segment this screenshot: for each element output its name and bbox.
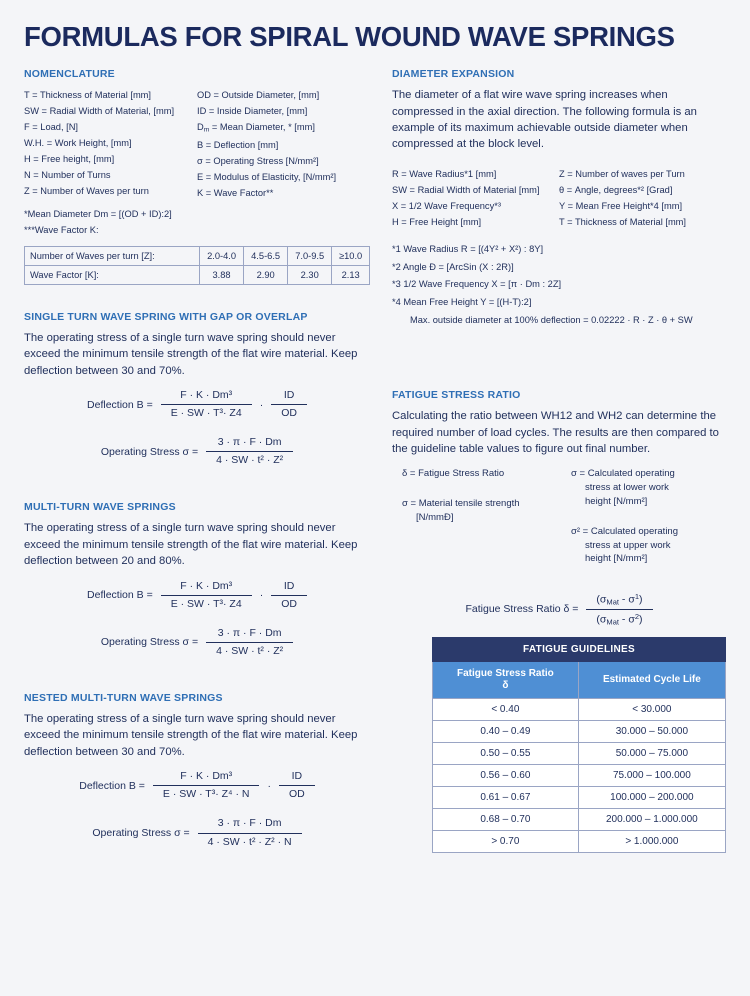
fraction-numerator: 3 · π · F · Dm (217, 817, 282, 830)
table-header-row (433, 661, 726, 698)
guidelines-cell-life: > 1.000.000 (578, 830, 725, 852)
table-row (433, 764, 726, 786)
fraction-numerator: ID (283, 388, 295, 401)
single-turn-stress-formula (24, 436, 370, 467)
nomenclature-heading: NOMENCLATURE (24, 68, 115, 81)
formula-row (24, 436, 370, 467)
single-turn-paragraph: The operating stress of a single turn wave spring should never exceed the minimum tensile strength of the flat wire material. Keep deflection between 30 and 70%. (24, 331, 358, 377)
fraction-numerator: F · K · Dm³ (180, 770, 233, 783)
multi-turn-deflection-formula (24, 580, 370, 611)
de-item: R = Wave Radius*1 [mm] (392, 169, 497, 180)
section-multi-turn (24, 501, 370, 658)
fraction (153, 770, 260, 801)
fraction-denominator: $(\sigma_{Mat} - \sigma^2)$ (586, 609, 652, 627)
wave-factor-table (24, 246, 370, 285)
de-item: SW = Radial Width of Material [mm] (392, 185, 540, 196)
de-note: *4 Mean Free Height Y = [(H-T):2] (392, 297, 532, 308)
guidelines-cell-ratio: 0.68 – 0.70 (433, 808, 579, 830)
guidelines-cell-ratio: < 0.40 (433, 698, 579, 720)
fatigue-paragraph: Calculating the ratio between WH12 and WH2 can determine the required number of load cycles. The results are then compared to the guideline table values to figure out final number. (392, 410, 719, 456)
formula-label: Deflection B = (79, 779, 145, 792)
nomenclature-note-1: *Mean Diameter Dm = [(OD + ID):2] (24, 208, 172, 219)
de-item: Y = Mean Free Height*4 [mm] (559, 201, 683, 212)
fatigue-def: δ = Fatigue Stress Ratio (402, 468, 505, 480)
table-row (433, 698, 726, 720)
guidelines-title: FATIGUE GUIDELINES (433, 637, 726, 661)
de-right-col (559, 167, 726, 231)
formula-row (24, 627, 370, 658)
guidelines-cell-life: < 30.000 (578, 698, 725, 720)
nomenclature-item: Z = Number of Waves per turn (24, 186, 149, 197)
de-item: θ = Angle, degrees*² [Grad] (559, 185, 673, 196)
nomenclature-item: K = Wave Factor** (197, 188, 274, 199)
table-row (433, 786, 726, 808)
fraction-numerator: ID (291, 770, 303, 783)
guidelines-cell-life: 200.000 – 1.000.000 (578, 808, 725, 830)
nomenclature-item: ID = Inside Diameter, [mm] (197, 105, 308, 116)
de-item: T = Thickness of Material [mm] (559, 217, 687, 228)
fraction-denominator: 4 · SW · t² · Z² · N (198, 833, 302, 849)
fatigue-def: σ = Calculated operating stress at lower work height [N/mm²] (571, 468, 675, 507)
single-turn-deflection-formula (24, 389, 370, 420)
guidelines-cell-life: 100.000 – 200.000 (578, 786, 725, 808)
de-note: *3 1/2 Wave Frequency X = [π · Dm : 2Z] (392, 279, 562, 290)
table-row (25, 246, 370, 265)
formula-label: Deflection B = (87, 589, 153, 602)
nomenclature-note-2: ***Wave Factor K: (24, 224, 99, 235)
de-note: *2 Angle Ð = [ArcSin (X : 2R)] (392, 261, 514, 272)
guidelines-cell-life: 50.000 – 75.000 (578, 742, 725, 764)
fatigue-definitions (392, 467, 726, 582)
wave-factor-cell: 2.13 (332, 265, 370, 284)
diameter-expansion-grid (392, 167, 726, 231)
formula-label: Deflection B = (87, 398, 153, 411)
wave-factor-row-label: Wave Factor [K]: (25, 265, 200, 284)
de-item: Z = Number of waves per Turn (559, 169, 685, 180)
fraction (586, 592, 652, 626)
guidelines-cell-ratio: 0.50 – 0.55 (433, 742, 579, 764)
formula-row (24, 580, 370, 611)
wave-factor-cell: 2.90 (244, 265, 288, 284)
formula-label: Fatigue Stress Ratio δ = (465, 603, 579, 616)
section-diameter-expansion (392, 68, 726, 329)
formula-row (24, 817, 370, 848)
table-row (433, 720, 726, 742)
guidelines-col2-header: Estimated Cycle Life (578, 661, 725, 698)
de-item: X = 1/2 Wave Frequency*³ (392, 201, 501, 212)
nested-stress-formula (24, 817, 370, 848)
nomenclature-item: N = Number of Turns (24, 170, 111, 181)
guidelines-col1-header (433, 661, 579, 698)
formula-label: Operating Stress σ = (100, 636, 199, 649)
fraction-denominator: E · SW · T³· Z4 (161, 404, 252, 420)
table-header-row (433, 637, 726, 661)
nomenclature-item: H = Free height, [mm] (24, 153, 115, 164)
single-turn-heading: SINGLE TURN WAVE SPRING WITH GAP OR OVERLAP (24, 310, 308, 323)
fraction-numerator: F · K · Dm³ (180, 388, 233, 401)
fraction-numerator: 3 · π · F · Dm (217, 436, 282, 449)
formula-row (24, 389, 370, 420)
guidelines-cell-life: 75.000 – 100.000 (578, 764, 725, 786)
fraction (206, 436, 293, 467)
de-left-col (392, 167, 559, 231)
fraction-denominator: E · SW · T³· Z⁴ · N (153, 785, 260, 801)
multiply-dot: · (259, 589, 264, 602)
fraction-denominator: 4 · SW · t² · Z² (206, 642, 293, 658)
fraction-numerator: 3 · π · F · Dm (217, 626, 282, 639)
nomenclature-item: SW = Radial Width of Material, [mm] (24, 105, 175, 116)
de-max-diameter-note: Max. outside diameter at 100% deflection = 0.02222 · R · Z · θ + SW (410, 314, 693, 325)
nomenclature-item: W.H. = Work Height, [mm] (24, 137, 132, 148)
nomenclature-item: σ = Operating Stress [N/mm²] (197, 156, 319, 167)
fraction (206, 627, 293, 658)
table-row (433, 830, 726, 852)
fraction (161, 389, 252, 420)
wave-factor-cell: 3.88 (200, 265, 244, 284)
section-single-turn (24, 311, 370, 468)
wave-factor-cell: 7.0-9.5 (288, 246, 332, 265)
fraction (198, 817, 302, 848)
diameter-expansion-heading: DIAMETER EXPANSION (392, 68, 515, 81)
nomenclature-item: B = Deflection [mm] (197, 139, 279, 150)
main-columns (24, 68, 726, 852)
section-nested-multi-turn (24, 692, 370, 849)
nomenclature-item: OD = Outside Diameter, [mm] (197, 89, 320, 100)
diameter-expansion-notes (392, 241, 726, 329)
nomenclature-item: F = Load, [N] (24, 121, 79, 132)
fatigue-guidelines-table (432, 637, 726, 853)
fraction-denominator: E · SW · T³· Z4 (161, 595, 252, 611)
de-note: *1 Wave Radius R = [(4Y² + X²) : 8Y] (392, 244, 544, 255)
fraction (271, 389, 307, 420)
table-row (433, 808, 726, 830)
left-column (24, 68, 370, 852)
nomenclature-item: $D_m$ = Mean Diameter, * [mm] (197, 121, 315, 134)
wave-factor-row-label: Number of Waves per turn [Z]: (25, 246, 200, 265)
fraction-numerator: $(\sigma_{Mat} - \sigma^1)$ (596, 592, 643, 607)
guidelines-cell-ratio: 0.40 – 0.49 (433, 720, 579, 742)
wave-factor-cell: 4.5-6.5 (244, 246, 288, 265)
nomenclature-right-col (197, 87, 370, 202)
fatigue-defs-left (402, 467, 557, 582)
nomenclature-grid (24, 87, 370, 202)
multiply-dot: · (259, 398, 264, 411)
table-row (25, 265, 370, 284)
guidelines-cell-ratio: 0.56 – 0.60 (433, 764, 579, 786)
fraction-denominator: 4 · SW · t² · Z² (206, 451, 293, 467)
nomenclature-item: T = Thickness of Material [mm] (24, 89, 152, 100)
nomenclature-item: E = Modulus of Elasticity, [N/mm²] (197, 172, 337, 183)
section-fatigue-stress-ratio (392, 389, 726, 626)
fatigue-defs-right (571, 467, 726, 582)
nested-paragraph: The operating stress of a single turn wave spring should never exceed the minimum tensile strength of the flat wire material. Keep deflection between 30 and 70%. (24, 713, 358, 758)
fraction-numerator: F · K · Dm³ (180, 579, 233, 592)
guidelines-col1-line1: Fatigue Stress Ratio (457, 667, 554, 679)
multi-turn-paragraph: The operating stress of a single turn wave spring should never exceed the minimum tensile strength of the flat wire material. Keep deflection between 20 and 80%. (24, 522, 358, 568)
nested-deflection-formula (24, 770, 370, 801)
fatigue-def: σ = Material tensile strength [N/mmÐ] (402, 498, 520, 523)
nomenclature-left-col (24, 87, 197, 202)
fraction-denominator: OD (279, 785, 315, 801)
fatigue-ratio-formula (392, 592, 726, 626)
formula-label: Operating Stress σ = (92, 827, 190, 839)
multi-turn-stress-formula (24, 627, 370, 658)
guidelines-col1-line2: δ (502, 679, 509, 691)
multi-turn-heading: MULTI-TURN WAVE SPRINGS (24, 501, 176, 514)
guidelines-cell-ratio: 0.61 – 0.67 (433, 786, 579, 808)
fatigue-heading: FATIGUE STRESS RATIO (392, 389, 521, 402)
table-row (433, 742, 726, 764)
formula-label: Operating Stress σ = (100, 445, 199, 458)
multiply-dot: · (267, 779, 271, 792)
fraction (271, 580, 307, 611)
fraction-numerator: ID (283, 579, 295, 592)
formula-row (24, 770, 370, 801)
de-item: H = Free Height [mm] (392, 217, 482, 228)
wave-factor-cell: ≥10.0 (332, 246, 370, 265)
diameter-expansion-paragraph: The diameter of a flat wire wave spring increases when compressed in the axial direction. The following formula is an example of its maximum achievable outside diameter when compressed at the block level. (392, 89, 697, 151)
fraction-denominator: OD (271, 404, 307, 420)
guidelines-cell-ratio: > 0.70 (433, 830, 579, 852)
right-column (392, 68, 726, 852)
wave-factor-cell: 2.0-4.0 (200, 246, 244, 265)
fraction (279, 770, 315, 801)
nested-heading: NESTED MULTI-TURN WAVE SPRINGS (24, 692, 223, 704)
formula-row (392, 592, 726, 626)
fatigue-def: σ² = Calculated operating stress at upper work height [N/mm²] (571, 525, 678, 565)
wave-factor-cell: 2.30 (288, 265, 332, 284)
page-title: FORMULAS FOR SPIRAL WOUND WAVE SPRINGS (24, 21, 675, 52)
fraction-denominator: OD (271, 595, 307, 611)
guidelines-cell-life: 30.000 – 50.000 (578, 720, 725, 742)
section-nomenclature (24, 68, 370, 285)
fraction (161, 580, 252, 611)
